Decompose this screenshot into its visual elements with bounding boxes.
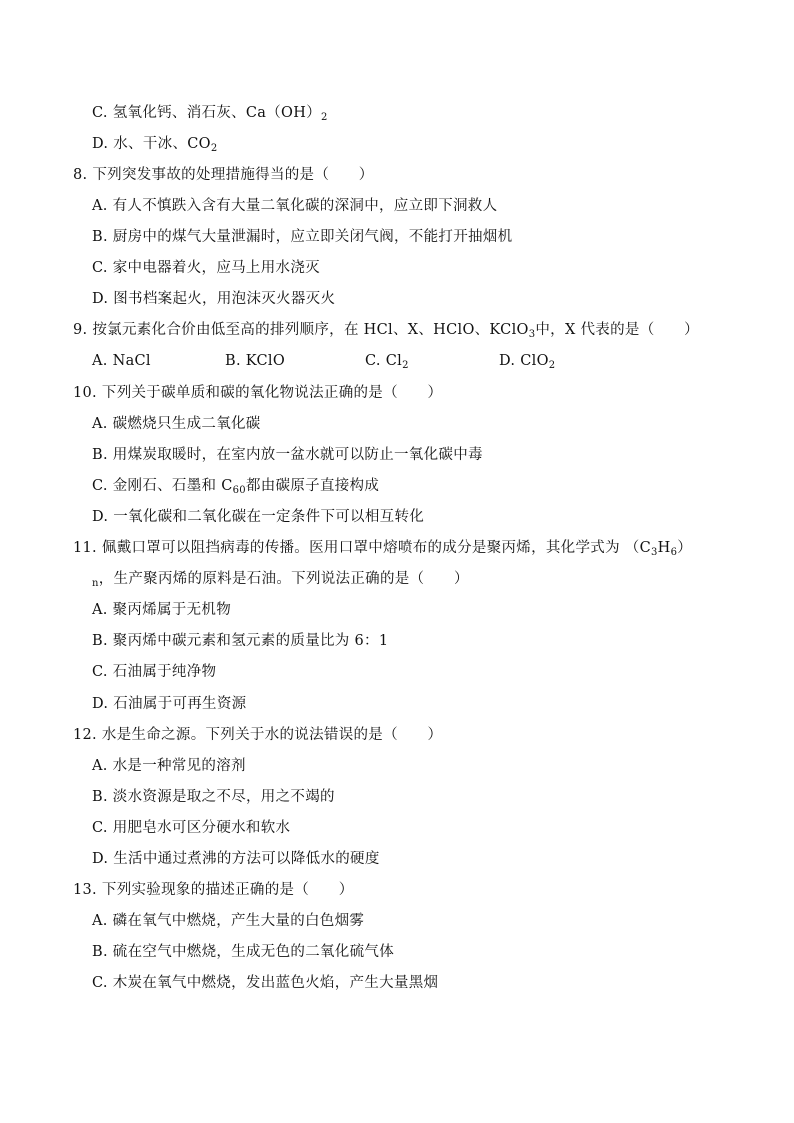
- question-text: ，生产聚丙烯的原料是石油。下列说法正确的是（ ）: [98, 571, 469, 587]
- option-text: 金刚石、石墨和 C: [112, 478, 233, 494]
- option-label: C.: [92, 260, 108, 276]
- subscript: 2: [321, 112, 328, 123]
- option-text: 家中电器着火，应马上用水浇灭: [112, 260, 320, 276]
- subscript: n: [92, 578, 99, 589]
- option-text: 淡水资源是取之不尽，用之不竭的: [112, 789, 335, 805]
- q8-option-d: [92, 289, 335, 309]
- option-text: 用煤炭取暖时，在室内放一盆水就可以防止一氧化碳中毒: [112, 447, 483, 463]
- question-number: 13.: [73, 882, 97, 898]
- q11-option-c: [92, 662, 216, 682]
- q10-option-b: [92, 445, 483, 465]
- option-label: B.: [92, 944, 108, 960]
- subscript: 2: [548, 360, 556, 371]
- q10-option-a: [92, 414, 261, 434]
- formula-part: H: [657, 540, 671, 556]
- option-label: B.: [92, 789, 108, 805]
- q12-option-a: [92, 756, 246, 776]
- question-9-stem: [73, 320, 699, 340]
- option-label: C.: [92, 105, 108, 121]
- question-number: 12.: [73, 727, 97, 743]
- subscript: 6: [670, 547, 678, 558]
- q9-option-c: [365, 351, 409, 371]
- q10-option-c: [92, 476, 379, 496]
- option-text: 图书档案起火，用泡沫灭火器灭火: [113, 291, 336, 307]
- option-text: 木炭在氧气中燃烧，发出蓝色火焰，产生大量黑烟: [112, 975, 439, 991]
- option-text: 石油属于纯净物: [112, 664, 217, 680]
- question-11-stem-line2: [92, 569, 469, 589]
- q9-option-a: [92, 351, 151, 371]
- option-label: C.: [365, 353, 381, 369]
- option-label: D.: [92, 696, 109, 712]
- formula-close: ）: [677, 540, 693, 556]
- prev-option-c: [92, 103, 328, 123]
- option-text: 水是一种常见的溶剂: [112, 758, 246, 774]
- option-label: A.: [92, 353, 108, 369]
- option-text: Cl: [385, 353, 403, 369]
- prev-option-d: [92, 134, 218, 154]
- option-text-tail: 都由碳原子直接构成: [245, 478, 380, 494]
- option-label: B.: [225, 353, 241, 369]
- question-12-stem: [73, 725, 442, 745]
- option-label: D.: [499, 353, 516, 369]
- option-label: A.: [92, 602, 108, 618]
- option-label: C.: [92, 664, 108, 680]
- option-text: 厨房中的煤气大量泄漏时，应立即关闭气阀，不能打开抽烟机: [112, 229, 513, 245]
- q13-option-b: [92, 942, 394, 962]
- q9-option-d: [499, 351, 555, 371]
- subscript: 60: [232, 485, 246, 496]
- q11-option-a: [92, 600, 231, 620]
- option-text: 聚丙烯中碳元素和氢元素的质量比为 6：1: [112, 633, 389, 649]
- option-label: D.: [92, 509, 109, 525]
- q8-option-c: [92, 258, 320, 278]
- question-number: 8.: [73, 167, 88, 183]
- question-number: 11.: [73, 540, 97, 556]
- option-label: C.: [92, 820, 108, 836]
- option-label: B.: [92, 633, 108, 649]
- question-8-stem: [73, 165, 374, 185]
- q8-option-b: [92, 227, 512, 247]
- option-text: 碳燃烧只生成二氧化碳: [112, 416, 261, 432]
- option-label: C.: [92, 975, 108, 991]
- option-text: KClO: [245, 353, 286, 369]
- question-text-tail: 中，X 代表的是（ ）: [535, 322, 699, 338]
- option-text: 生活中通过煮沸的方法可以降低水的硬度: [113, 851, 380, 867]
- q12-option-b: [92, 787, 335, 807]
- question-text: 按氯元素化合价由低至高的排列顺序，在 HCl、X、HClO、KClO: [92, 322, 529, 338]
- q12-option-d: [92, 849, 380, 869]
- question-text: 下列实验现象的描述正确的是（ ）: [101, 882, 354, 898]
- q13-option-a: [92, 911, 364, 931]
- subscript: 2: [402, 360, 409, 371]
- option-label: D.: [92, 291, 109, 307]
- option-text: 用肥皂水可区分硬水和软水: [112, 820, 291, 836]
- q11-option-d: [92, 694, 246, 714]
- option-label: D.: [92, 851, 109, 867]
- option-text: ClO: [520, 353, 549, 369]
- option-text: NaCl: [112, 353, 151, 369]
- subscript: 3: [528, 329, 536, 340]
- option-text: 有人不慎跌入含有大量二氧化碳的深洞中，应立即下洞救人: [112, 198, 498, 214]
- q10-option-d: [92, 507, 424, 527]
- option-text: 聚丙烯属于无机物: [112, 602, 232, 618]
- question-text: 下列关于碳单质和碳的氧化物说法正确的是（ ）: [101, 385, 443, 401]
- q12-option-c: [92, 818, 290, 838]
- option-label: A.: [92, 198, 108, 214]
- option-label: A.: [92, 416, 108, 432]
- question-11-stem: [73, 538, 692, 558]
- option-label: B.: [92, 447, 108, 463]
- option-label: A.: [92, 913, 108, 929]
- option-label: D.: [92, 136, 109, 152]
- question-text: 佩戴口罩可以阻挡病毒的传播。医用口罩中熔喷布的成分是聚丙烯，其化学式为 （C: [101, 540, 651, 556]
- q13-option-c: [92, 973, 438, 993]
- option-text: 氢氧化钙、消石灰、Ca（OH）: [112, 105, 321, 121]
- option-text: 石油属于可再生资源: [113, 696, 247, 712]
- question-13-stem: [73, 880, 354, 900]
- q9-option-b: [225, 351, 285, 371]
- option-text: 磷在氧气中燃烧，产生大量的白色烟雾: [112, 913, 365, 929]
- question-text: 水是生命之源。下列关于水的说法错误的是（ ）: [101, 727, 443, 743]
- option-label: A.: [92, 758, 108, 774]
- option-label: C.: [92, 478, 108, 494]
- question-number: 10.: [73, 385, 97, 401]
- option-text: 一氧化碳和二氧化碳在一定条件下可以相互转化: [113, 509, 425, 525]
- question-number: 9.: [73, 322, 88, 338]
- question-10-stem: [73, 383, 442, 403]
- option-text: 硫在空气中燃烧，生成无色的二氧化硫气体: [112, 944, 394, 960]
- option-label: B.: [92, 229, 108, 245]
- subscript: 3: [651, 547, 658, 558]
- option-text: 水、干冰、CO: [113, 136, 211, 152]
- subscript: 2: [210, 143, 218, 154]
- q11-option-b: [92, 631, 388, 651]
- question-text: 下列突发事故的处理措施得当的是（ ）: [92, 167, 374, 183]
- q8-option-a: [92, 196, 497, 216]
